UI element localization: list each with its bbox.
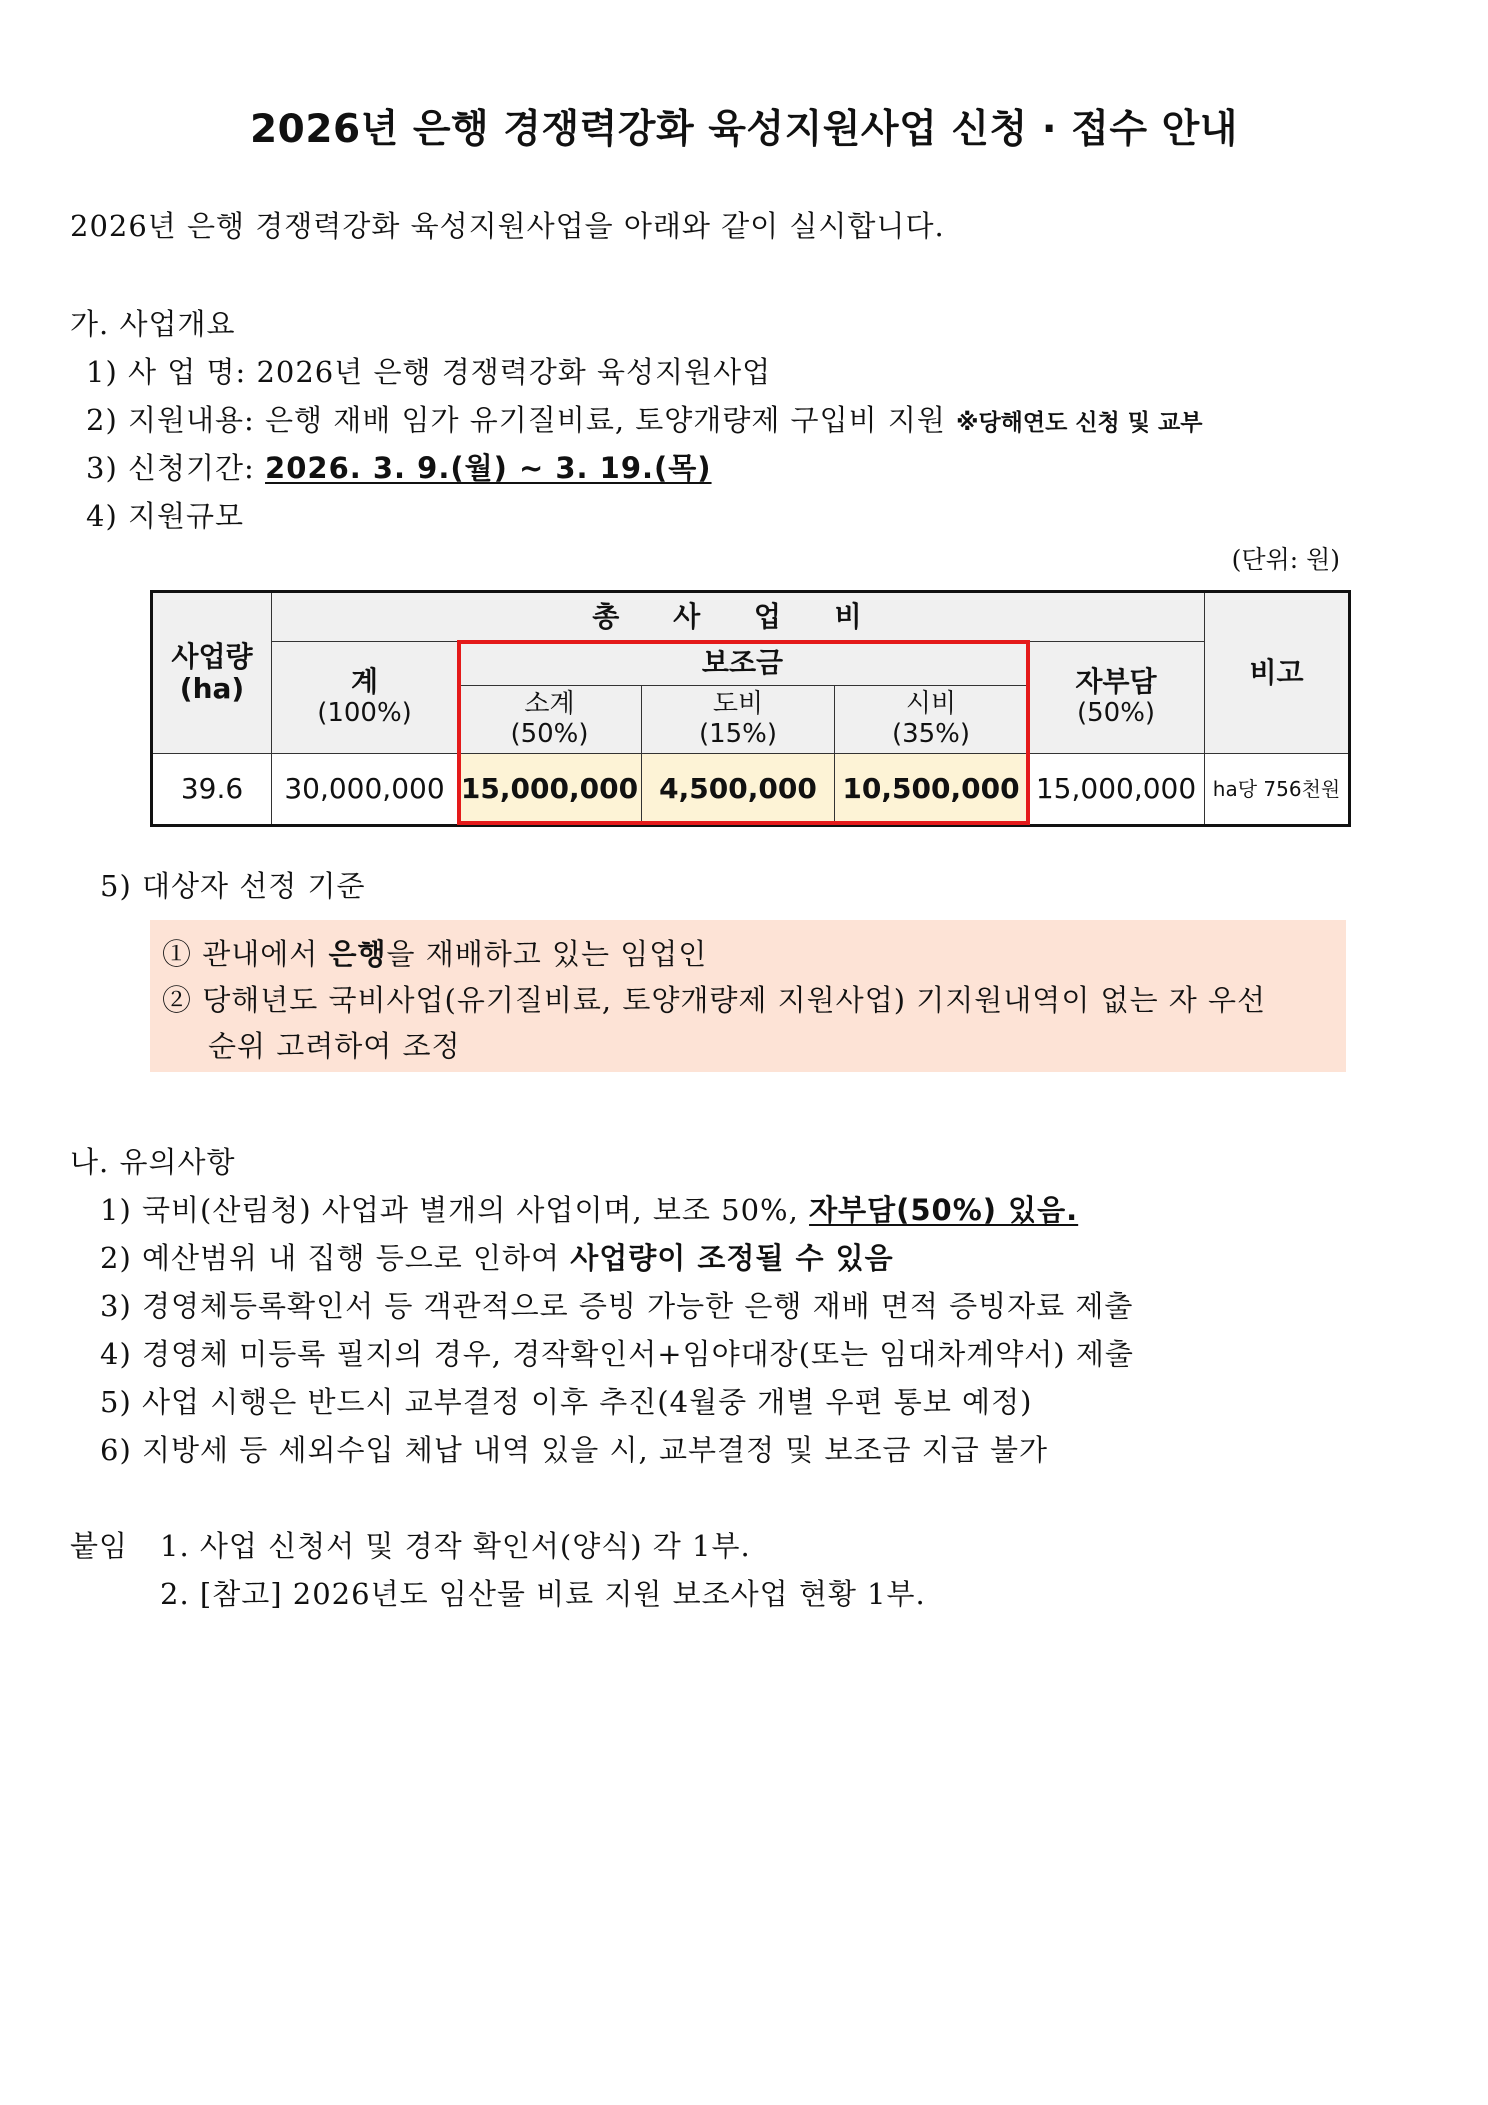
header-province: 도비 (15%) (642, 686, 835, 754)
note-4: 4) 경영체 미등록 필지의 경우, 경작확인서+임야대장(또는 임대차계약서) 제출 (100, 1337, 1134, 1371)
overview-item-4: 4) 지원규모 (86, 499, 245, 533)
overview-item-2 (86, 398, 1202, 439)
selection-heading: 5) 대상자 선정 기준 (100, 869, 366, 903)
attachment-1: 1. 사업 신청서 및 경작 확인서(양식) 각 1부. (160, 1529, 751, 1563)
criterion-2: ② 당해년도 국비사업(유기질비료, 토양개량제 지원사업) 기지원내역이 없는 자 우선 (162, 983, 1267, 1017)
cell-remark: ha당 756천원 (1205, 754, 1350, 826)
note-2-bold: 사업량이 조정될 수 있음 (570, 1241, 894, 1275)
unit-label: (단위: 원) (1231, 545, 1340, 574)
application-period: 2026. 3. 9.(월) ~ 3. 19.(목) (265, 451, 712, 485)
support-scale-table (150, 590, 1351, 827)
cell-area: 39.6 (152, 754, 272, 826)
criterion-2-cont: 순위 고려하여 조정 (208, 1029, 461, 1063)
note-1: 1) 국비(산림청) 사업과 별개의 사업이며, 보조 50%, 자부담(50%) 있음. (100, 1193, 1079, 1227)
header-city: 시비 (35%) (835, 686, 1028, 754)
header-area: 사업량 (ha) (152, 592, 272, 754)
note-3: 3) 경영체등록확인서 등 객관적으로 증빙 가능한 은행 재배 면적 증빙자료 제출 (100, 1289, 1134, 1323)
criterion-1: ① 관내에서 은행을 재배하고 있는 임업인 (162, 937, 708, 971)
attachments-label: 붙임 (70, 1529, 129, 1563)
header-sum: 계 (100%) (272, 642, 458, 754)
overview-item-2-note: ※당해연도 신청 및 교부 (956, 410, 1203, 436)
overview-item-2-text: 2) 지원내용: 은행 재배 임가 유기질비료, 토양개량제 구입비 지원 (86, 403, 957, 437)
cell-sum: 30,000,000 (272, 754, 458, 826)
header-subsidy: 보조금 (458, 642, 1028, 686)
header-total-cost: 총 사 업 비 (272, 592, 1205, 642)
header-remark: 비고 (1205, 592, 1350, 754)
note-6: 6) 지방세 등 세외수입 체납 내역 있을 시, 교부결정 및 보조금 지급 불가 (100, 1433, 1048, 1467)
cell-subtotal: 15,000,000 (458, 754, 642, 826)
header-subtotal: 소계 (50%) (458, 686, 642, 754)
note-2: 2) 예산범위 내 집행 등으로 인하여 사업량이 조정될 수 있음 (100, 1241, 894, 1275)
criterion-1-bold: 은행 (328, 937, 387, 971)
overview-item-1: 1) 사 업 명: 2026년 은행 경쟁력강화 육성지원사업 (86, 355, 772, 389)
cell-city: 10,500,000 (835, 754, 1028, 826)
document-title: 2026년 은행 경쟁력강화 육성지원사업 신청 · 접수 안내 (250, 107, 1238, 152)
header-self-burden: 자부담 (50%) (1028, 642, 1205, 754)
attachment-2: 2. [참고] 2026년도 임산물 비료 지원 보조사업 현황 1부. (160, 1577, 926, 1611)
cell-self-burden: 15,000,000 (1028, 754, 1205, 826)
section-na-heading: 나. 유의사항 (70, 1145, 236, 1179)
intro-text: 2026년 은행 경쟁력강화 육성지원사업을 아래와 같이 실시합니다. (70, 209, 945, 243)
note-1-bold: 자부담(50%) 있음. (809, 1193, 1079, 1227)
note-5: 5) 사업 시행은 반드시 교부결정 이후 추진(4월중 개별 우편 통보 예정) (100, 1385, 1033, 1419)
section-ga-heading: 가. 사업개요 (70, 307, 236, 341)
overview-item-3-label: 3) 신청기간: (86, 451, 266, 485)
cell-province: 4,500,000 (642, 754, 835, 826)
overview-item-3 (86, 446, 712, 487)
